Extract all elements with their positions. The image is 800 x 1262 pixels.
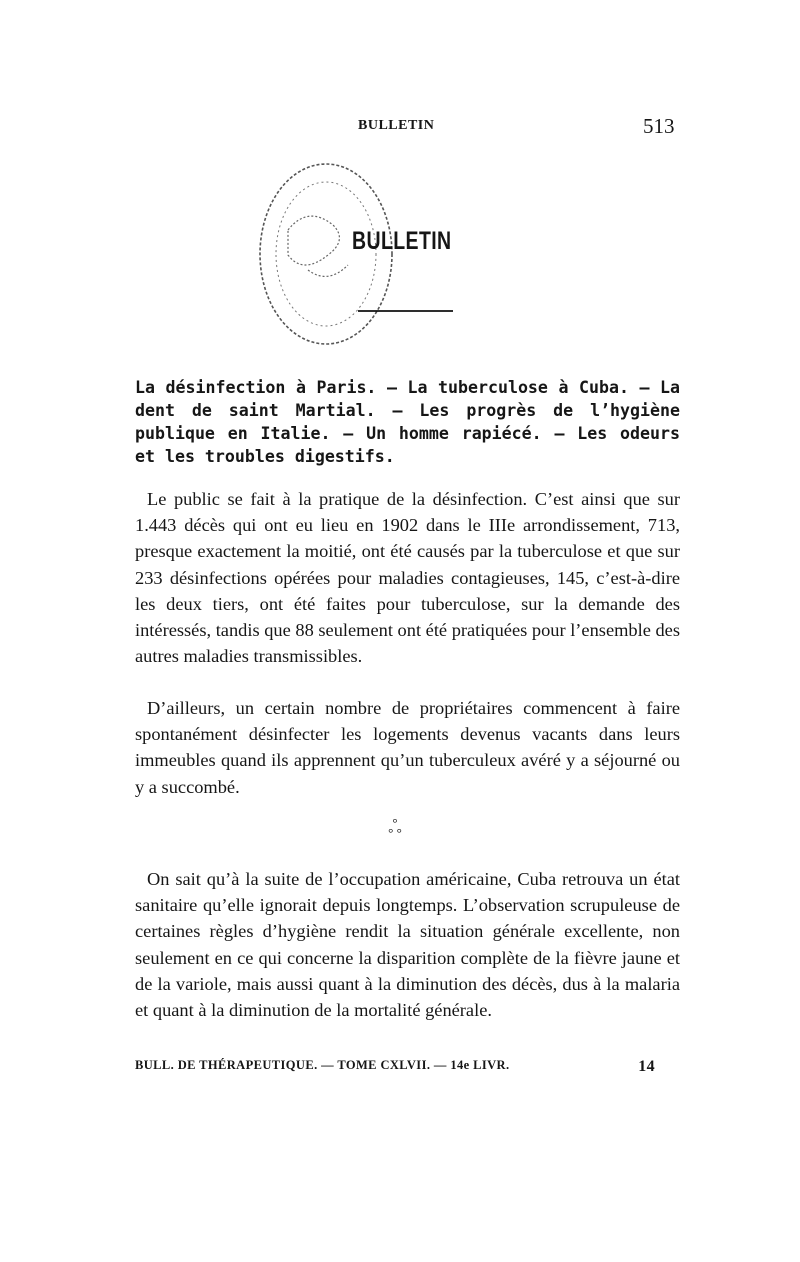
stamp-text: BULLETIN [352, 227, 452, 255]
stamp-ornament-2 [308, 265, 348, 276]
page-footer [135, 1058, 655, 1076]
stamp-ornament [288, 216, 339, 265]
chapter-summary: La désinfection à Paris. — La tuberculose à Cuba. — La dent de saint Martial. — Les progrès de l’hygiène publique en Italie. — Un homme rapiécé. — Les odeurs et les troubles digestifs. [135, 378, 680, 466]
paragraph-1: Le public se fait à la pratique de la désinfection. C’est ainsi que sur 1.443 décès qui ont eu lieu en 1902 dans le IIIe arrondissement, 713, presque exactement la moitié, ont été causés par la tuberculose et que sur 233 désinfections opérées pour maladies contagieuses, 145, c’est-à-dire les deux tiers, ont été faites pour tuberculose, sur la demande des intéressés, tandis que 88 seulement ont été pratiquées pour l’ensemble des autres maladies transmissibles. [135, 489, 680, 667]
paragraph-3: On sait qu’à la suite de l’occupation américaine, Cuba retrouva un état sanitaire qu’elle ignorait depuis longtemps. L’observation scrupuleuse de certaines règles d’hygiène rendit la situation générale excellente, non seulement en ce qui concerne la disparition complète de la fièvre jaune et de la variole, mais aussi quant à la diminution des décès, dus à la malaria et quant à la diminution de la mortalité générale. [135, 869, 680, 1021]
separator-text: ° ° ° [388, 815, 402, 840]
footer-signature: 14 [638, 1058, 655, 1075]
section-separator [380, 815, 410, 840]
page-number: 513 [643, 114, 675, 138]
running-title: BULLETIN [358, 118, 435, 133]
paragraph-2: D’ailleurs, un certain nombre de propriétaires commencent à faire spontanément désinfecter les logements devenus vacants dans leurs immeubles quand ils apprennent qu’un tuberculeux avéré y a séjourné ou y a succombé. [135, 698, 680, 797]
footer-journal: BULL. DE THÉRAPEUTIQUE. — TOME CXLVII. — 14e LIVR. [135, 1058, 510, 1072]
